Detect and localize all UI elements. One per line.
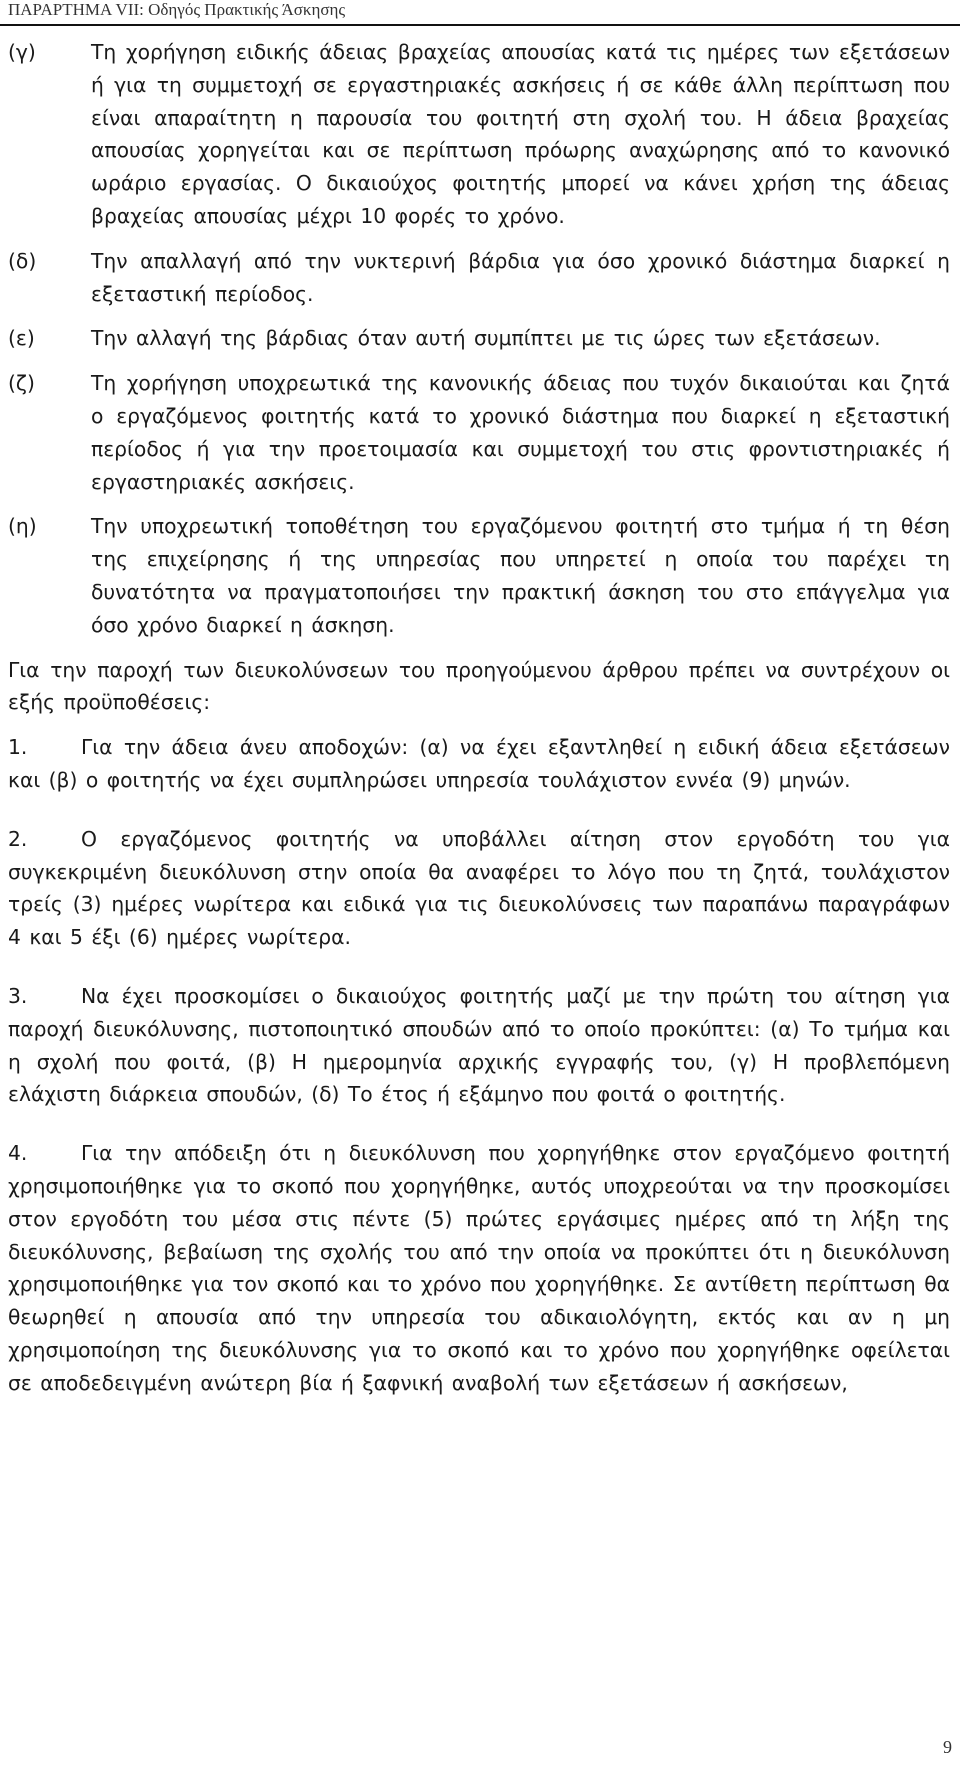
list-item-text: Την υποχρεωτική τοποθέτηση του εργαζόμενου φοιτητή στο τμήμα ή τη θέση της επιχείρησης ή της υπηρεσίας που υπηρετεί η οποία του παρέχει τη δυνατότητα να πραγματοποιήσει την πρακτική άσκηση του στο επάγγελμα για όσο χρόνο διαρκεί η άσκηση. xyxy=(91,514,950,637)
condition-paragraph xyxy=(8,980,950,1111)
condition-paragraph xyxy=(8,731,950,797)
condition-paragraph xyxy=(8,1137,950,1399)
list-item xyxy=(8,36,950,233)
condition-number: 2. xyxy=(8,826,28,851)
condition-text: Να έχει προσκομίσει ο δικαιούχος φοιτητής μαζί με την πρώτη του αίτηση για παροχή διευκόλυνσης, πιστοποιητικό σπουδών από το οποίο προκύπτει: (α) Το τμήμα και η σχολή που φοιτά, (β) Η ημερομηνία αρχικής εγγραφής του, (γ) Η προβλεπόμενη ελάχιστη διάρκεια σπουδών, (δ) Το έτος ή εξάμηνο που φοιτά ο φοιτητής. xyxy=(8,983,950,1107)
list-item xyxy=(8,367,950,498)
list-item xyxy=(8,510,950,641)
condition-number: 3. xyxy=(8,983,28,1008)
list-item xyxy=(8,245,950,311)
list-item-text: Την αλλαγή της βάρδιας όταν αυτή συμπίπτει με τις ώρες των εξετάσεων. xyxy=(91,326,881,351)
list-item-label: (γ) xyxy=(8,40,36,64)
list-item xyxy=(8,322,950,355)
list-item-label: (ε) xyxy=(8,326,35,351)
condition-number: 4. xyxy=(8,1141,28,1166)
intro-paragraph: Για την παροχή των διευκολύνσεων του προηγούμενου άρθρου πρέπει να συντρέχουν οι εξής προϋποθέσεις: xyxy=(8,657,950,715)
list-item-label: (η) xyxy=(8,514,37,539)
list-item-text: Την απαλλαγή από την νυκτερινή βάρδια για όσο χρονικό διάστημα διαρκεί η εξεταστική περίοδος. xyxy=(91,248,950,306)
list-item-label: (δ) xyxy=(8,248,37,273)
document-body xyxy=(8,36,950,1425)
running-header: ΠΑΡΑΡΤΗΜΑ VII: Οδηγός Πρακτικής Άσκησης xyxy=(8,0,346,19)
page-number: 9 xyxy=(943,1737,952,1757)
list-item-label: (ζ) xyxy=(8,371,35,396)
condition-paragraph xyxy=(8,823,950,954)
condition-text: Ο εργαζόμενος φοιτητής να υποβάλλει αίτηση στον εργοδότη του για συγκεκριμένη διευκόλυνση στην οποία θα αναφέρει το λόγο που τη ζητά, τουλάχιστον τρείς (3) ημέρες νωρίτερα και ειδικά για τις διευκολύνσεις των παραπάνω παραγράφων 4 και 5 έξι (6) ημέρες νωρίτερα. xyxy=(8,826,950,950)
condition-text: Για την απόδειξη ότι η διευκόλυνση που χορηγήθηκε στον εργαζόμενο φοιτητή χρησιμοποιήθηκε για το σκοπό που χορηγήθηκε, αυτός υποχρεούται να την προσκομίσει στον εργοδότη του μέσα στις πέντε (5) πρώτες εργάσιμες ημέρες από τη λήξη της διευκόλυνσης, βεβαίωση της σχολής του από την οποία να προκύπτει ότι η διευκόλυνση χρησιμοποιήθηκε για τον σκοπό και το χρόνο που χορηγήθηκε. Σε αντίθετη περίπτωση θα θεωρηθεί η απουσία από την υπηρεσία του αδικαιολόγητη, εκτός και αν η μη χρησιμοποίηση της διευκόλυνσης για το σκοπό και το χρόνο που χορηγήθηκε οφείλεται σε αποδεδειγμένη ανώτερη βία ή ξαφνική αναβολή των εξετάσεων ή ασκήσεων, xyxy=(8,1141,950,1395)
condition-text: Για την άδεια άνευ αποδοχών: (α) να έχει εξαντληθεί η ειδική άδεια εξετάσεων και (β) ο φοιτητής να έχει συμπληρώσει υπηρεσία τουλάχιστον εννέα (9) μηνών. xyxy=(8,735,950,792)
list-item-text: Τη χορήγηση υποχρεωτικά της κανονικής άδειας που τυχόν δικαιούται και ζητά ο εργαζόμενος φοιτητής κατά το χρονικό διάστημα που διαρκεί η εξεταστική περίοδος ή για την προετοιμασία και συμμετοχή του στις φροντιστηριακές ή εργαστηριακές ασκήσεις. xyxy=(91,371,950,494)
list-item-text: Τη χορήγηση ειδικής άδειας βραχείας απουσίας κατά τις ημέρες των εξετάσεων ή για τη συμμετοχή σε εργαστηριακές ασκήσεις ή σε κάθε άλλη περίπτωση που είναι απαραίτητη η παρουσία του φοιτητή στη σχολή του. Η άδεια βραχείας απουσίας χορηγείται και σε περίπτωση πρόωρης αναχώρησης από το κανονικό ωράριο εργασίας. Ο δικαιούχος φοιτητής μπορεί να κάνει χρήση της άδειας βραχείας απουσίας μέχρι 10 φορές το χρόνο. xyxy=(91,40,950,228)
header-rule xyxy=(0,24,960,26)
condition-number: 1. xyxy=(8,735,28,760)
